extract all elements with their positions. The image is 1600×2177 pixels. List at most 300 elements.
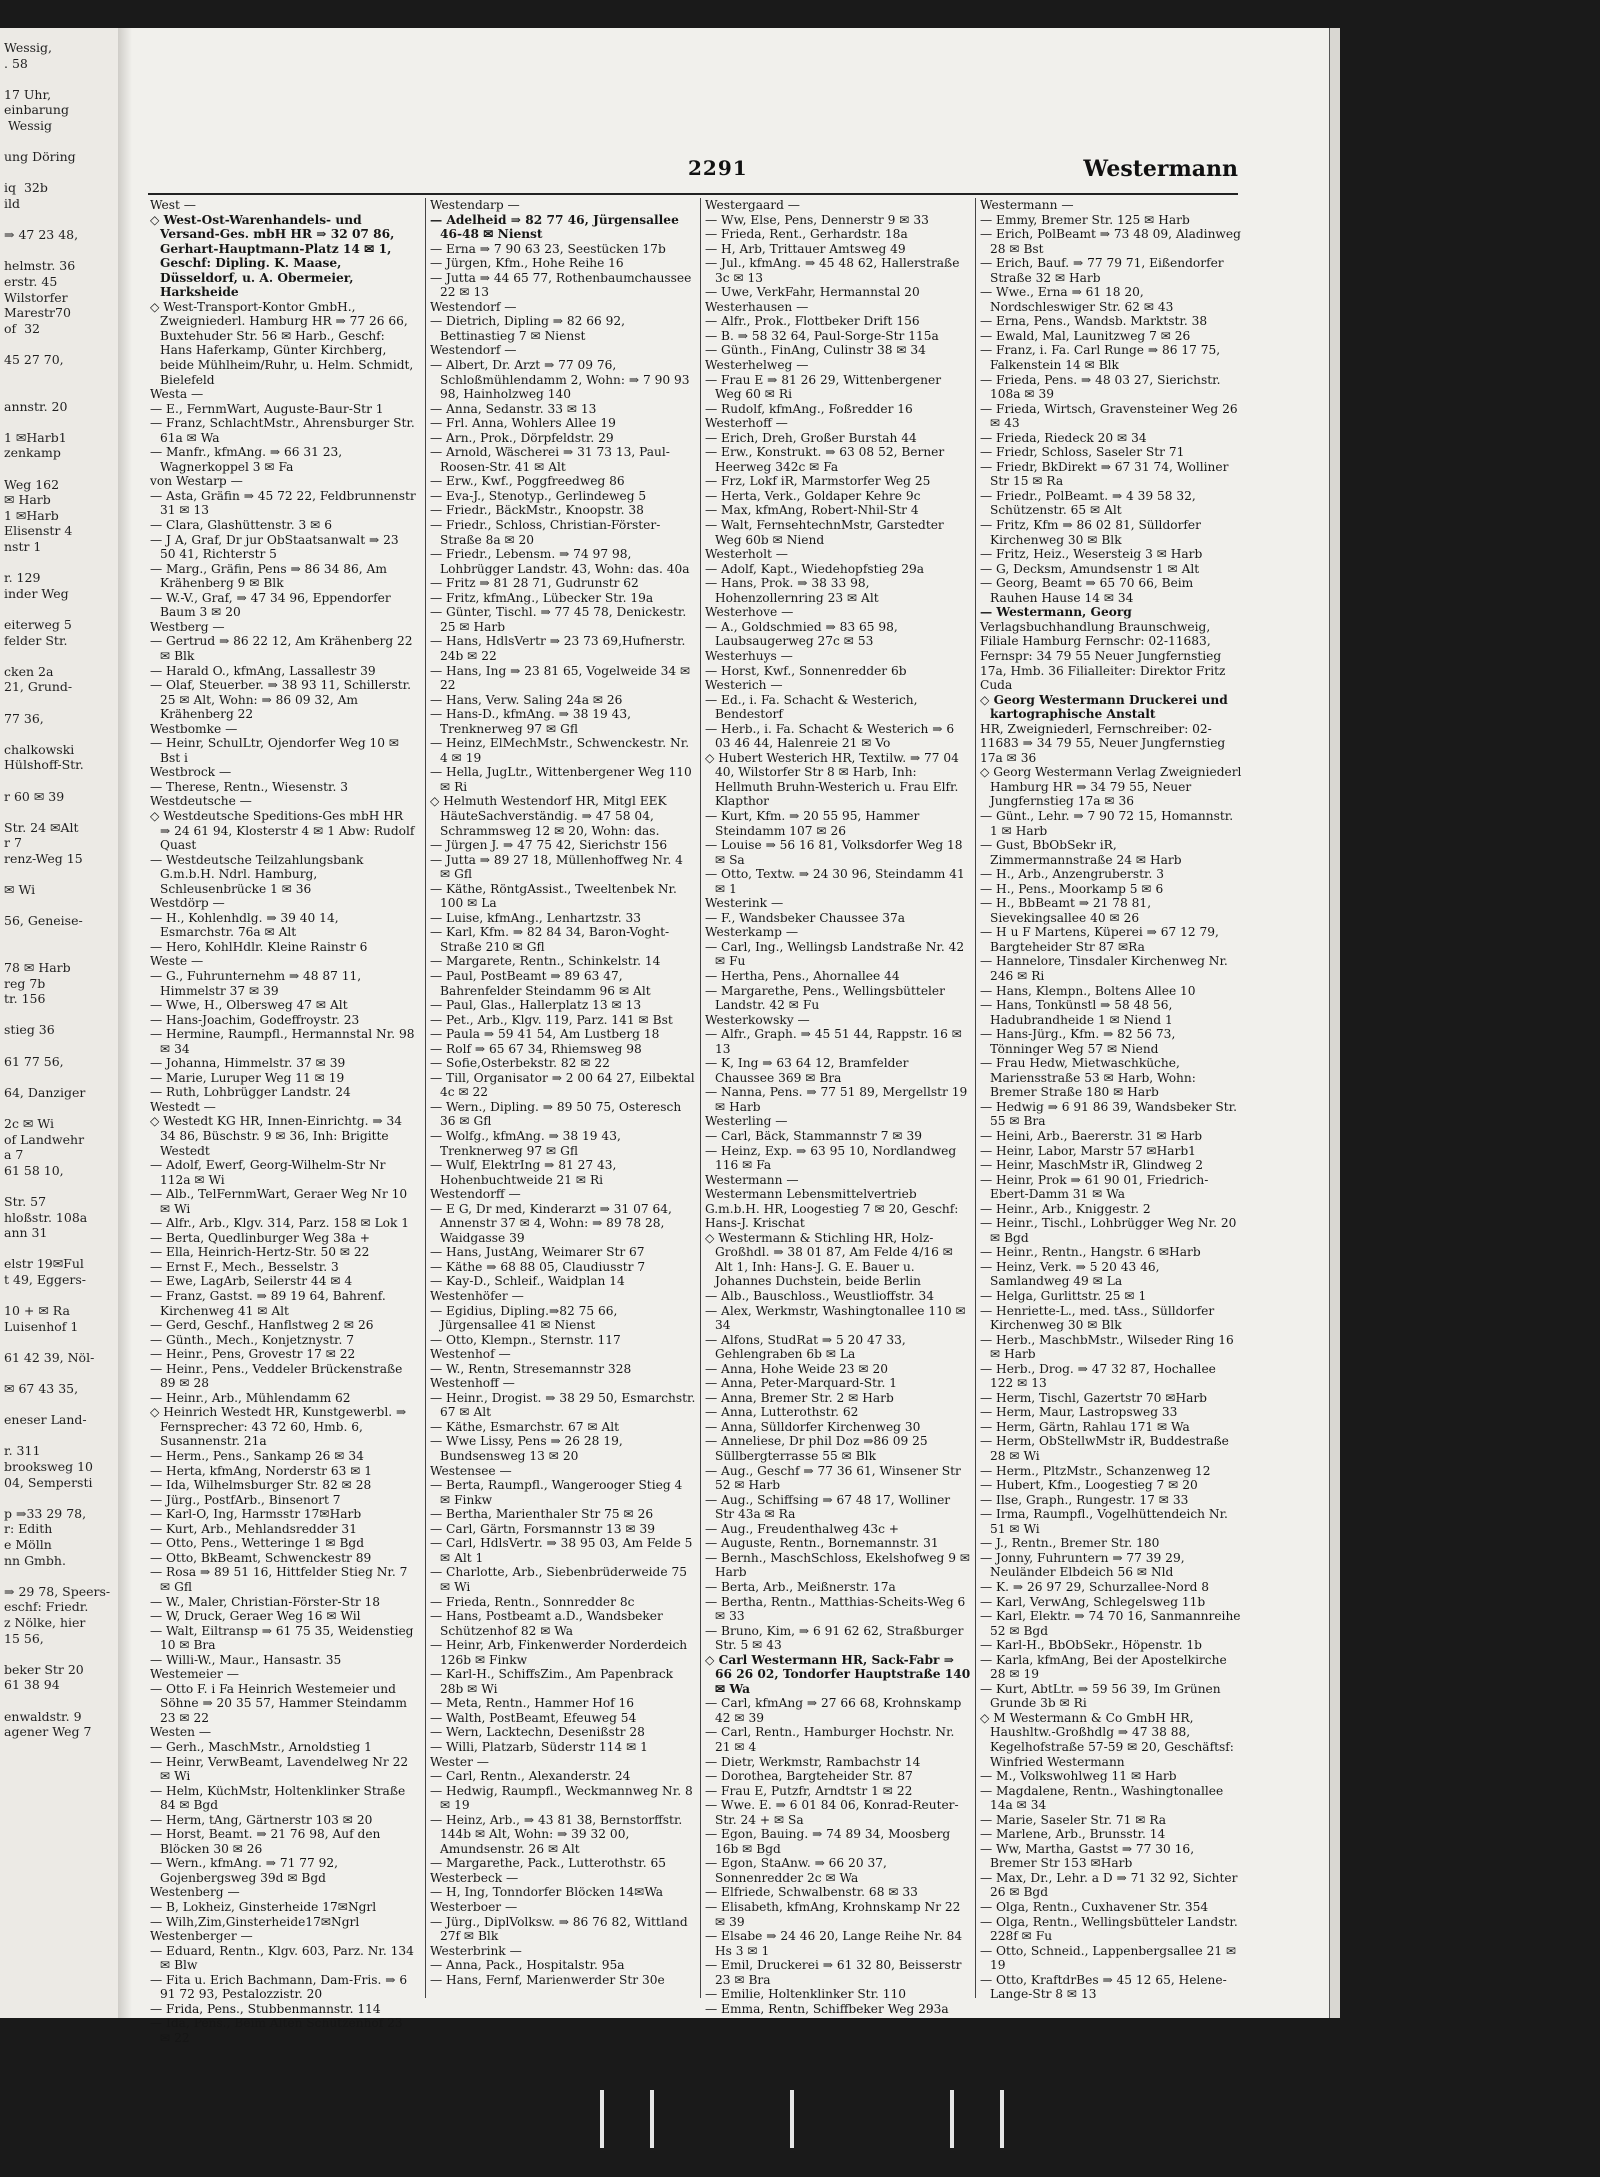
fragment-line: reg 7b — [4, 975, 46, 991]
surname-heading: von Westarp — — [150, 474, 243, 489]
directory-entry: — Heinr, SchulLtr, Ojendorfer Weg 10 ✉ Bst i — [150, 736, 400, 765]
fragment-line: Wilstorfer — [4, 289, 68, 305]
directory-entry: — Frieda, Rent., Gerhardstr. 18a — [705, 227, 908, 242]
directory-entry: — Günter, Tischl. ⇒ 77 45 78, Denickestr. 25 ✉ Harb — [430, 605, 687, 634]
fragment-line: r 60 ✉ 39 — [4, 788, 65, 804]
fragment-line: annstr. 20 — [4, 398, 68, 414]
directory-entry: — Paul, Glas., Hallerplatz 13 ✉ 13 — [430, 998, 642, 1013]
directory-entry: — Margarethe, Pack., Lutterothstr. 65 — [430, 1856, 666, 1871]
directory-entry: — Ernst F., Mech., Besselstr. 3 — [150, 1259, 339, 1274]
fragment-line: erstr. 45 — [4, 273, 58, 289]
directory-entry: — Ella, Heinrich-Hertz-Str. 50 ✉ 22 — [150, 1245, 370, 1260]
fragment-line: elstr 19✉Ful — [4, 1256, 84, 1272]
directory-entry: — Johanna, Himmelstr. 37 ✉ 39 — [150, 1056, 346, 1071]
directory-entry: — Adolf, Kapt., Wiedehopfstieg 29a — [705, 561, 925, 576]
directory-entry: — Heinr, MaschMstr iR, Glindweg 2 — [980, 1158, 1203, 1173]
directory-entry: — Rolf ⇒ 65 67 34, Rhiemsweg 98 — [430, 1041, 642, 1056]
surname-heading: Westergaard — — [705, 198, 800, 212]
directory-entry: — Heinr, VerwBeamt, Lavendelweg Nr 22 ✉ Wi — [150, 1754, 409, 1784]
directory-entry: — Kay-D., Schleif., Waidplan 14 — [430, 1274, 625, 1289]
directory-entry: — Carl, Gärtn, Forsmannstr 13 ✉ 39 — [430, 1521, 656, 1536]
directory-entry: — Hans, Verw. Saling 24a ✉ 26 — [430, 692, 623, 707]
directory-entry: — Wolfg., kfmAng. ⇒ 38 19 43, Trenknerweg 97 ✉ Gfl — [430, 1129, 621, 1158]
directory-entry: — Horst, Kwf., Sonnenredder 6b — [705, 663, 907, 678]
directory-entry: — Herb., i. Fa. Schacht & Westerich ⇒ 6 03 46 44, Halenreie 21 ✉ Vo — [705, 721, 955, 751]
directory-entry: — Manfr., kfmAng. ⇒ 66 31 23, Wagnerkoppel 3 ✉ Fa — [150, 445, 343, 474]
directory-entry: — H, Arb, Trittauer Amtsweg 49 — [705, 241, 906, 256]
directory-entry: — Asta, Gräfin ⇒ 45 72 22, Feldbrunnenstr 31 ✉ 13 — [150, 488, 416, 518]
directory-entry: — Heinr., Pens, Grovestr 17 ✉ 22 — [150, 1347, 356, 1362]
directory-entry: — Wern., Dipling. ⇒ 89 50 75, Osteresch 36 ✉ Gfl — [430, 1099, 682, 1129]
fragment-line — [4, 1038, 118, 1054]
fragment-line: ✉ Harb — [4, 492, 51, 508]
directory-entry: — Hans, HdlsVertr ⇒ 23 73 69,Hufnerstr. 24b ✉ 22 — [430, 634, 686, 663]
directory-entry: — Otto, Textw. ⇒ 24 30 96, Steindamm 41 ✉ 1 — [705, 867, 965, 896]
surname-heading: Verlagsbuchhandlung Braunschweig, Filiale Hamburg Fernschr: 02-11683, Fernspr: 34 79 55 Neuer Jungfernstieg 17a, Hmb. 36 Filialleiter: Direktor Fritz Cuda — [980, 619, 1226, 693]
directory-entry: ◇ Westedt KG HR, Innen-Einrichtg. ⇒ 34 34 86, Büschstr. 9 ✉ 36, Inh: Brigitte Westedt — [150, 1114, 402, 1158]
fragment-line: 61 77 56, — [4, 1053, 64, 1069]
fragment-line — [4, 336, 118, 352]
directory-entry: — Clara, Glashüttenstr. 3 ✉ 6 — [150, 518, 332, 533]
directory-entry: — Herb., MaschbMstr., Wilseder Ring 16 ✉ Harb — [980, 1332, 1234, 1362]
fragment-line: 64, Danziger — [4, 1084, 86, 1100]
fragment-line: hloßstr. 108a — [4, 1209, 88, 1225]
directory-entry: — Alfr., Graph. ⇒ 45 51 44, Rappstr. 16 ✉ 13 — [705, 1027, 963, 1056]
directory-entry: — Hans-D., kfmAng. ⇒ 38 19 43, Trenknerweg 97 ✉ Gfl — [430, 707, 632, 736]
directory-entry: — Heinz, Exp. ⇒ 63 95 10, Nordlandweg 116 ✉ Fa — [705, 1143, 957, 1173]
directory-entry: — Heinr, Prok ⇒ 61 90 01, Friedrich-Ebert-Damm 31 ✉ Wa — [980, 1172, 1209, 1202]
directory-entry: — Hans, JustAng, Weimarer Str 67 — [430, 1245, 645, 1260]
directory-entry: — Hermine, Raumpfl., Hermannstal Nr. 98 ✉ 34 — [150, 1027, 415, 1056]
surname-heading: Westerkowsky — — [705, 1012, 810, 1027]
directory-entry: — Herm, Maur, Lastropsweg 33 — [980, 1405, 1178, 1420]
directory-entry: — Friedr, BkDirekt ⇒ 67 31 74, Wolliner Str 15 ✉ Ra — [980, 459, 1229, 489]
surname-heading: Westdeutsche — — [150, 794, 252, 809]
directory-entry: — Bruno, Kim, ⇒ 6 91 62 62, Straßburger Str. 5 ✉ 43 — [705, 1623, 964, 1653]
directory-entry: — Jürgen, Kfm., Hohe Reihe 16 — [430, 256, 624, 271]
directory-entry: — Wulf, ElektrIng ⇒ 81 27 43, Hohenbuchtweide 21 ✉ Ri — [430, 1158, 617, 1187]
directory-entry: — Karl-H., SchiffsZim., Am Papenbrack 28b ✉ Wi — [430, 1667, 674, 1696]
fragment-line: iq 32b — [4, 180, 48, 196]
fragment-line — [4, 212, 118, 228]
directory-page — [0, 28, 1340, 2045]
directory-entry: — Carl, Ing., Wellingsb Landstraße Nr. 42 ✉ Fu — [705, 939, 965, 969]
directory-entry: — Luise, kfmAng., Lenhartzstr. 33 — [430, 910, 641, 925]
directory-entry: — H., Arb., Anzengruberstr. 3 — [980, 867, 1164, 882]
directory-entry: — H., Pens., Moorkamp 5 ✉ 6 — [980, 881, 1164, 896]
directory-entry: — Alb., Bauschloss., Weustlioffstr. 34 — [705, 1289, 934, 1304]
directory-entry: — Heinr., Rentn., Hangstr. 6 ✉Harb — [980, 1245, 1201, 1260]
directory-entry: — Fritz ⇒ 81 28 71, Gudrunstr 62 — [430, 576, 639, 591]
fragment-line: t 49, Eggers- — [4, 1271, 86, 1287]
directory-entry: — Marg., Gräfin, Pens ⇒ 86 34 86, Am Krähenberg 9 ✉ Blk — [150, 561, 387, 591]
fragment-line: 61 42 39, Nöl- — [4, 1349, 95, 1365]
directory-entry: — Heinr, Labor, Marstr 57 ✉Harb1 — [980, 1143, 1196, 1158]
directory-entry: — Herb., Drog. ⇒ 47 32 87, Hochallee 122 ✉ 13 — [980, 1361, 1216, 1391]
directory-entry: — Jonny, Fuhruntern ⇒ 77 39 29, Neuländer Elbdeich 56 ✉ Nld — [980, 1550, 1185, 1580]
directory-entry: — Adelheid ⇒ 82 77 46, Jürgensallee 46-48 ✉ Nienst — [430, 212, 679, 242]
directory-entry: — Westdeutsche Teilzahlungsbank G.m.b.H. Ndrl. Hamburg, Schleusenbrücke 1 ✉ 36 — [150, 852, 364, 896]
directory-entry: — Rudolf, kfmAng., Foßredder 16 — [705, 401, 913, 416]
directory-entry: — Frau Hedw, Mietwaschküche, Mariensstraße 53 ✉ Harb, Wohn: Bremer Straße 180 ✉ Harb — [980, 1056, 1196, 1100]
directory-entry: — Walt, FernsehtechnMstr, Garstedter Weg 60b ✉ Niend — [705, 518, 944, 547]
facing-page-text — [0, 28, 118, 1740]
fragment-line — [4, 601, 118, 617]
directory-entry: — Hans, Prok. ⇒ 38 33 98, Hohenzollernring 23 ✉ Alt — [705, 576, 879, 605]
fragment-line — [4, 726, 118, 742]
directory-entry: — Herm, Tischl, Gazertstr 70 ✉Harb — [980, 1390, 1207, 1405]
directory-entry: — Erw., Kwf., Poggfreedweg 86 — [430, 474, 625, 489]
directory-entry: — Berta, Raumpfl., Wangerooger Stieg 4 ✉ Finkw — [430, 1478, 683, 1507]
directory-entry: — Erich, Bauf. ⇒ 77 79 71, Eißendorfer Straße 32 ✉ Harb — [980, 256, 1224, 285]
directory-entry: — Friedr., Lebensm. ⇒ 74 97 98, Lohbrügger Landstr. 43, Wohn: das. 40a — [430, 547, 690, 576]
directory-entry: — Heinr., Arb., Mühlendamm 62 — [150, 1390, 351, 1405]
directory-entry: — A., Goldschmied ⇒ 83 65 98, Laubsaugerweg 27c ✉ 53 — [705, 619, 898, 649]
directory-entry: — Frl. Anna, Wohlers Allee 19 — [430, 416, 616, 431]
fragment-line — [4, 773, 118, 789]
directory-entry: — Sofie,Osterbekstr. 82 ✉ 22 — [430, 1056, 610, 1071]
directory-entry: — Helga, Gurlittstr. 25 ✉ 1 — [980, 1289, 1147, 1304]
fragment-line — [4, 1693, 118, 1709]
surname-heading: Westenhoff — — [430, 1376, 515, 1391]
fragment-line: 77 36, — [4, 710, 44, 726]
directory-entry: — Jutta ⇒ 44 65 77, Rothenbaumchaussee 22 ✉ 13 — [430, 270, 692, 300]
directory-entry: — Karl, VerwAng, Schlegelsweg 11b — [980, 1594, 1206, 1609]
directory-entry: ◇ Heinrich Westedt HR, Kunstgewerbl. ⇒ Fernsprecher: 43 72 60, Hmb. 6, Susannenstr. 21a — [150, 1405, 407, 1449]
fragment-line: helmstr. 36 — [4, 258, 76, 274]
surname-heading: Westendorf — — [430, 299, 517, 314]
directory-entry: — Erw., Konstrukt. ⇒ 63 08 52, Berner Heerweg 342c ✉ Fa — [705, 445, 945, 474]
directory-entry: — Heinz, Arb., ⇒ 43 81 38, Bernstorffstr. 144b ✉ Alt, Wohn: ⇒ 39 32 00, Amundsenstr. 26 ✉ Alt — [430, 1812, 683, 1856]
surname-heading: Westendorf — — [430, 343, 517, 358]
directory-entry: ◇ Carl Westermann HR, Sack-Fabr ⇒ 66 26 02, Tondorfer Hauptstraße 140 ✉ Wa — [705, 1652, 971, 1696]
directory-entry: — Heinr, Arb, Finkenwerder Norderdeich 126b ✉ Finkw — [430, 1638, 688, 1667]
directory-entry: — Wwe., Erna ⇒ 61 18 20, Nordschleswiger Str. 62 ✉ 43 — [980, 285, 1174, 314]
directory-entry: — Willi-W., Maur., Hansastr. 35 — [150, 1652, 342, 1667]
surname-heading: Westerkamp — — [705, 925, 799, 940]
directory-entry: ◇ M Westermann & Co GmbH HR, Haushltw.-Großhdlg ⇒ 47 38 88, Kegelhofstraße 57-59 ✉ 20, Geschäftsf: Winfried Westermann — [980, 1710, 1234, 1769]
fragment-line: Luisenhof 1 — [4, 1318, 79, 1334]
directory-entry: ◇ Westdeutsche Speditions-Ges mbH HR ⇒ 24 61 94, Klosterstr 4 ✉ 1 Abw: Rudolf Quast — [150, 808, 415, 853]
directory-entry: — Meta, Rentn., Hammer Hof 16 — [430, 1696, 635, 1711]
fragment-line: ⇒ 29 78, Speers- — [4, 1583, 111, 1599]
directory-entry: — Erich, Dreh, Großer Burstah 44 — [705, 430, 917, 445]
fragment-line — [4, 1397, 118, 1413]
column-2 — [425, 198, 696, 1998]
directory-entry: — Bertha, Marienthaler Str 75 ✉ 26 — [430, 1507, 654, 1522]
fragment-line: 2c ✉ Wi — [4, 1115, 54, 1131]
directory-entry: — Egon, Bauing. ⇒ 74 89 34, Moosberg 16b ✉ Bgd — [705, 1827, 951, 1856]
directory-entry: — Ed., i. Fa. Schacht & Westerich, Bendestorf — [705, 692, 918, 722]
surname-heading: Westendorff — — [430, 1187, 521, 1202]
fragment-line — [4, 165, 118, 181]
directory-entry: — Hans-Joachim, Godeffroystr. 23 — [150, 1012, 360, 1027]
directory-entry: — Jutta ⇒ 89 27 18, Müllenhoffweg Nr. 4 ✉ Gfl — [430, 852, 683, 882]
directory-entry: — Erna, Pens., Wandsb. Marktstr. 38 — [980, 314, 1208, 329]
directory-entry: — Franz, SchlachtMstr., Ahrensburger Str. 61a ✉ Wa — [150, 416, 415, 445]
directory-entry: — W., Maler, Christian-Förster-Str 18 — [150, 1594, 381, 1609]
directory-entry: — B. ⇒ 58 32 64, Paul-Sorge-Str 115a — [705, 328, 939, 343]
directory-entry: — H, Ing, Tonndorfer Blöcken 14✉Wa — [430, 1885, 664, 1900]
directory-entry: — Hans-Jürg., Kfm. ⇒ 82 56 73, Tönninger Weg 57 ✉ Niend — [980, 1027, 1176, 1056]
fragment-line — [4, 367, 118, 383]
directory-entry: — Heinr., Pens., Veddeler Brückenstraße 89 ✉ 28 — [150, 1361, 403, 1391]
directory-entry: — Frieda, Wirtsch, Gravensteiner Weg 26 ✉ 43 — [980, 401, 1238, 431]
directory-entry: — Louise ⇒ 56 16 81, Volksdorfer Weg 18 ✉ Sa — [705, 838, 963, 867]
directory-entry: — Fritz, Kfm ⇒ 86 02 81, Sülldorfer Kirchenweg 30 ✉ Blk — [980, 518, 1201, 547]
directory-entry: — Eva-J., Stenotyp., Gerlindeweg 5 — [430, 488, 647, 503]
fragment-line — [4, 1069, 118, 1085]
directory-entry: — Herm, Gärtn, Rahlau 171 ✉ Wa — [980, 1419, 1190, 1434]
fragment-line: einbarung — [4, 102, 69, 118]
fragment-line: tr. 156 — [4, 991, 46, 1007]
directory-entry: — Horst, Beamt. ⇒ 21 76 98, Auf den Blöcken 30 ✉ 26 — [150, 1827, 381, 1856]
fragment-line: 61 38 94 — [4, 1677, 60, 1693]
fragment-line: r: Edith — [4, 1521, 53, 1537]
directory-entry: — Hubert, Kfm., Loogestieg 7 ✉ 20 — [980, 1478, 1198, 1493]
directory-entry: — E G, Dr med, Kinderarzt ⇒ 31 07 64, Annenstr 37 ✉ 4, Wohn: ⇒ 89 78 28, Waidgasse 39 — [430, 1201, 672, 1245]
surname-heading: Westenberg — — [150, 1885, 240, 1900]
fragment-line — [4, 383, 118, 399]
directory-entry: — Hans, Fernf, Marienwerder Str 30e — [430, 1972, 665, 1987]
directory-entry: — Marie, Saseler Str. 71 ✉ Ra — [980, 1812, 1167, 1827]
directory-entry: — Marlene, Arb., Brunsstr. 14 — [980, 1827, 1166, 1842]
fragment-line — [4, 866, 118, 882]
directory-entry: — Pet., Arb., Klgv. 119, Parz. 141 ✉ Bst — [430, 1012, 673, 1027]
directory-entry: — Frida, Pens., Stubbenmannstr. 114 — [150, 2001, 381, 2016]
directory-entry: — Herm., Pens., Sankamp 26 ✉ 34 — [150, 1449, 364, 1464]
fragment-line: of 32 — [4, 320, 41, 336]
directory-entry: — Friedr., BäckMstr., Knoopstr. 38 — [430, 503, 644, 518]
directory-entry: — Anna, Sülldorfer Kirchenweg 30 — [705, 1419, 921, 1434]
directory-entry: — Margarethe, Pens., Wellingsbütteler Landstr. 42 ✉ Fu — [705, 983, 945, 1013]
surname-heading: Westa — — [150, 387, 204, 402]
directory-entry: — Georg, Beamt ⇒ 65 70 66, Beim Rauhen Hause 14 ✉ 34 — [980, 576, 1194, 605]
directory-entry: — Ewald, Mal, Launitzweg 7 ✉ 26 — [980, 328, 1191, 343]
surname-heading: Westerich — — [705, 678, 783, 693]
fragment-line: eneser Land- — [4, 1412, 87, 1428]
directory-entry: — Wilh,Zim,Ginsterheide17✉Ngrl — [150, 1914, 360, 1929]
directory-entry: — Walt, Eiltransp ⇒ 61 75 35, Weidenstieg 10 ✉ Bra — [150, 1623, 414, 1653]
fragment-line: r 7 — [4, 835, 22, 851]
fragment-line — [4, 1100, 118, 1116]
fragment-line: chalkowski — [4, 741, 75, 757]
fragment-line: 04, Sempersti — [4, 1474, 93, 1490]
directory-entry: — Hans, Ing ⇒ 23 81 65, Vogelweide 34 ✉ 22 — [430, 663, 691, 693]
directory-entry: — Auguste, Rentn., Bornemannstr. 31 — [705, 1536, 939, 1551]
directory-entry: — Fritz, kfmAng., Lübecker Str. 19a — [430, 590, 654, 605]
directory-entry: — Aug., Geschf ⇒ 77 36 61, Winsener Str 52 ✉ Harb — [705, 1463, 961, 1493]
fragment-line — [4, 1428, 118, 1444]
surname-heading: Westensee — — [430, 1463, 512, 1478]
directory-entry: — Hans, Tonkünstl ⇒ 58 48 56, Hadubrandheide 1 ✉ Niend 1 — [980, 998, 1173, 1027]
fragment-line: nn Gmbh. — [4, 1552, 66, 1568]
directory-entry: — Kurt, AbtLtr. ⇒ 59 56 39, Im Grünen Grunde 3b ✉ Ri — [980, 1681, 1221, 1711]
directory-entry: — Dietr, Werkmstr, Rambachstr 14 — [705, 1754, 921, 1769]
directory-entry: — Carl, Rentn., Alexanderstr. 24 — [430, 1769, 631, 1784]
scan-mark — [950, 2090, 954, 2148]
directory-entry: — Egidius, Dipling.⇒82 75 66, Jürgensallee 41 ✉ Nienst — [430, 1303, 618, 1333]
directory-entry: — Anna, Lutterothstr. 62 — [705, 1405, 859, 1420]
directory-entry: — F., Wandsbeker Chaussee 37a — [705, 910, 906, 925]
scan-mark — [650, 2090, 654, 2148]
directory-entry: — Albert, Dr. Arzt ⇒ 77 09 76, Schloßmühlendamm 2, Wohn: ⇒ 7 90 93 98, Hainholzweg 140 — [430, 358, 690, 402]
fragment-line — [4, 695, 118, 711]
fragment-line: renz-Weg 15 — [4, 850, 83, 866]
fragment-line: 15 56, — [4, 1630, 44, 1646]
directory-entry: — Herm, tAng, Gärtnerstr 103 ✉ 20 — [150, 1812, 373, 1827]
page-edge — [1329, 28, 1340, 2018]
directory-entry: — Kurt, Arb., Mehlandsredder 31 — [150, 1521, 357, 1536]
directory-entry: — Olaf, Steuerber. ⇒ 38 93 11, Schillerstr. 25 ✉ Alt, Wohn: ⇒ 86 09 32, Am Krähenberg 22 — [150, 678, 412, 722]
directory-entry: — Max, Dr., Lehr. a D ⇒ 71 32 92, Sichter 26 ✉ Bgd — [980, 1870, 1238, 1900]
directory-entry: — Karl, Elektr. ⇒ 74 70 16, Sanmannreihe 52 ✉ Bgd — [980, 1609, 1241, 1638]
fragment-line: ⇒ 47 23 48, — [4, 227, 79, 243]
directory-entry: — Friedr., Schloss, Christian-Förster-Straße 8a ✉ 20 — [430, 518, 661, 547]
directory-entry: — Otto, Schneid., Lappenbergsallee 21 ✉ 19 — [980, 1943, 1237, 1973]
directory-entry: — Willi, Platzarb, Süderstr 114 ✉ 1 — [430, 1739, 648, 1754]
fragment-line — [4, 1288, 118, 1304]
directory-entry: — Käthe, Esmarchstr. 67 ✉ Alt — [430, 1419, 620, 1434]
directory-entry: — Emilie, Holtenklinker Str. 110 — [705, 1987, 907, 2002]
directory-entry: — Otto, Klempn., Sternstr. 117 — [430, 1332, 621, 1347]
fragment-line: . 58 — [4, 55, 28, 71]
fragment-line — [4, 461, 118, 477]
fragment-line — [4, 1365, 118, 1381]
surname-heading: Westberg — — [150, 619, 225, 634]
fragment-line: Hülshoff-Str. — [4, 757, 84, 773]
directory-entry: — Elfriede, Schwalbenstr. 68 ✉ 33 — [705, 1885, 918, 1900]
directory-entry: — Herm., PltzMstr., Schanzenweg 12 — [980, 1463, 1211, 1478]
running-head: Westermann — [1083, 156, 1238, 182]
directory-entry: — Günth., Mech., Konjetznystr. 7 — [150, 1332, 355, 1347]
surname-heading: Westenberger — — [150, 1929, 253, 1944]
column-4 — [975, 198, 1242, 2002]
fragment-line — [4, 944, 118, 960]
surname-heading: Wester — — [430, 1754, 489, 1769]
directory-entry: — B, Lokheiz, Ginsterheide 17✉Ngrl — [150, 1899, 377, 1914]
directory-entry: — Karl-O, Ing, Harmsstr 17✉Harb — [150, 1507, 362, 1522]
directory-entry: — Ida, Wilhelmsburger Str. 82 ✉ 28 — [150, 1478, 372, 1493]
fragment-line: Wessig, — [4, 40, 53, 55]
fragment-line — [4, 1007, 118, 1023]
directory-entry: — Kurt, Kfm. ⇒ 20 55 95, Hammer Steindamm 107 ✉ 26 — [705, 808, 920, 838]
fragment-line — [4, 898, 118, 914]
directory-entry: — W.-V., Graf, ⇒ 47 34 96, Eppendorfer Baum 3 ✉ 20 — [150, 590, 391, 620]
surname-heading: Westemeier — — [150, 1667, 239, 1682]
directory-entry: — Jürg., DiplVolksw. ⇒ 86 76 82, Wittland 27f ✉ Blk — [430, 1914, 688, 1944]
fragment-line — [4, 929, 118, 945]
directory-entry: — Carl, HdlsVertr. ⇒ 38 95 03, Am Felde 5 ✉ Alt 1 — [430, 1536, 693, 1565]
directory-entry: — E., FernmWart, Auguste-Baur-Str 1 — [150, 401, 384, 416]
surname-heading: Westerhove — — [705, 605, 794, 620]
surname-heading: Westbrock — — [150, 765, 232, 780]
fragment-line: 21, Grund- — [4, 679, 73, 695]
directory-entry: — Emma, Rentn, Schiffbeker Weg 293a — [705, 2001, 949, 2016]
fragment-line: ann 31 — [4, 1225, 48, 1241]
directory-entry: — Bernh., MaschSchloss, Ekelshofweg 9 ✉ Harb — [705, 1550, 971, 1580]
directory-entry: — Berta, Arb., Meißnerstr. 17a — [705, 1579, 896, 1594]
fragment-line: zenkamp — [4, 445, 61, 461]
directory-entry: — Irma, Raumpfl., Vogelhüttendeich Nr. 51 ✉ Wi — [980, 1507, 1228, 1536]
directory-entry: — G, Decksm, Amundsenstr 1 ✉ Alt — [980, 561, 1200, 576]
directory-entry: — Westermann, Georg — [980, 605, 1132, 620]
fragment-line: Weg 162 — [4, 476, 60, 492]
page-number: 2291 — [688, 156, 748, 180]
fragment-line: enwaldstr. 9 — [4, 1708, 82, 1724]
directory-entry: — Hedwig, Raumpfl., Weckmannweg Nr. 8 ✉ 19 — [430, 1783, 693, 1813]
fragment-line: beker Str 20 — [4, 1661, 84, 1677]
directory-entry: — Käthe ⇒ 68 88 05, Claudiusstr 7 — [430, 1259, 646, 1274]
directory-entry: — Günth., FinAng, Culinstr 38 ✉ 34 — [705, 343, 926, 358]
fragment-line: Str. 57 — [4, 1193, 47, 1209]
fragment-line: 1 ✉Harb1 — [4, 429, 67, 445]
directory-entry: — Otto, Pens., Wetteringe 1 ✉ Bgd — [150, 1536, 365, 1551]
surname-heading: Weste — — [150, 954, 204, 969]
directory-entry: — Anna, Hohe Weide 23 ✉ 20 — [705, 1361, 888, 1376]
directory-entry: — Hertha, Pens., Ahornallee 44 — [705, 968, 900, 983]
surname-heading: Westerling — — [705, 1114, 788, 1129]
directory-entry: — Bertha, Rentn., Matthias-Scheits-Weg 6 ✉ 33 — [705, 1594, 966, 1624]
directory-entry: — Walth, PostBeamt, Efeuweg 54 — [430, 1710, 637, 1725]
fragment-line: 17 Uhr, — [4, 86, 52, 102]
surname-heading: Westermann Lebensmittelvertrieb G.m.b.H. HR, Loogestieg 7 ✉ 20, Geschf: Hans-J. Krischat — [705, 1187, 959, 1231]
directory-entry: — Emil, Druckerei ⇒ 61 32 80, Beisserstr 23 ✉ Bra — [705, 1958, 962, 1987]
directory-entry: — Jürgen J. ⇒ 47 75 42, Sierichstr 156 — [430, 838, 668, 853]
fragment-line: 56, Geneise- — [4, 913, 83, 929]
directory-entry: ◇ West-Transport-Kontor GmbH., Zweigniederl. Hamburg HR ⇒ 77 26 66, Buxtehuder Str. 56 ✉ Harb., Geschf: Hans Haferkamp, Günter Kirchberg, beide Mühlheim/Ruhr, u. Helm. Schmidt, Bielefeld — [150, 299, 414, 387]
directory-entry: — Dietrich, Dipling ⇒ 82 66 92, Bettinastieg 7 ✉ Nienst — [430, 314, 626, 343]
directory-entry: — Anna, Sedanstr. 33 ✉ 13 — [430, 401, 597, 416]
directory-entry: — Adolf, Ewerf, Georg-Wilhelm-Str Nr 112a ✉ Wi — [150, 1158, 386, 1187]
directory-entry: — Aug., Schiffsing ⇒ 67 48 17, Wolliner Str 43a ✉ Ra — [705, 1492, 951, 1522]
fragment-line: ild — [4, 195, 20, 211]
directory-entry: — Otto F. i Fa Heinrich Westemeier und Söhne ⇒ 20 35 57, Hammer Steindamm 23 ✉ 22 — [150, 1681, 407, 1725]
surname-heading: Westedt — — [150, 1099, 216, 1114]
directory-entry: — K. ⇒ 26 97 29, Schurzallee-Nord 8 — [980, 1579, 1210, 1594]
directory-entry: — Olga, Rentn., Wellingsbütteler Landstr. 228f ✉ Fu — [980, 1914, 1238, 1944]
surname-heading: Westerbeck — — [430, 1870, 519, 1885]
directory-entry: — H u F Martens, Küperei ⇒ 67 12 79, Bargteheider Str 87 ✉Ra — [980, 925, 1219, 954]
directory-entry: — Wern., kfmAng. ⇒ 71 77 92, Gojenbergsweg 39d ✉ Bgd — [150, 1856, 338, 1885]
directory-entry: — Arn., Prok., Dörpfeldstr. 29 — [430, 430, 614, 445]
directory-entry: — Heinz, ElMechMstr., Schwenckestr. Nr. 4 ✉ 19 — [430, 736, 690, 765]
directory-entry: — Therese, Rentn., Wiesenstr. 3 — [150, 779, 348, 794]
directory-entry: — W., Rentn, Stresemannstr 328 — [430, 1361, 632, 1376]
directory-entry: — Hella, JugLtr., Wittenbergener Weg 110 ✉ Ri — [430, 765, 692, 794]
directory-entry: — Max, kfmAng, Robert-Nhil-Str 4 — [705, 503, 919, 518]
directory-entry: — Olga, Rentn., Cuxhavener Str. 354 — [980, 1899, 1209, 1914]
surname-heading: Westerbrink — — [430, 1943, 522, 1958]
directory-entry: — Aug., Freudenthalweg 43c + — [705, 1521, 899, 1536]
surname-heading: Westdörp — — [150, 896, 225, 911]
fragment-line: 10 + ✉ Ra — [4, 1303, 70, 1319]
fragment-line: stieg 36 — [4, 1022, 55, 1038]
fragment-line: a 7 — [4, 1147, 24, 1163]
directory-entry: ◇ West-Ost-Warenhandels- und Versand-Ges. mbH HR ⇒ 32 07 86, Gerhart-Hauptmann-Platz 14 ✉ 1, Geschf: Dipling. K. Maase, Düsseldorf, u. A. Obermeier, Harksheide — [150, 212, 395, 300]
fragment-line: ✉ 67 43 35, — [4, 1381, 79, 1397]
directory-entry: — Egon, StaAnw. ⇒ 66 20 37, Sonnenredder 2c ✉ Wa — [705, 1856, 887, 1885]
directory-entry: — Carl, Rentn., Hamburger Hochstr. Nr. 21 ✉ 4 — [705, 1725, 955, 1754]
directory-entry: ◇ Hubert Westerich HR, Textilw. ⇒ 77 04 40, Wilstorfer Str 8 ✉ Harb, Inh: Hellmuth Bruhn-Westerich u. Frau Elfr. Klapthor — [705, 750, 959, 809]
directory-entry: — Fritz, Heiz., Wesersteig 3 ✉ Harb — [980, 547, 1203, 562]
directory-entry: — Hans, Postbeamt a.D., Wandsbeker Schützenhof 82 ✉ Wa — [430, 1609, 663, 1638]
directory-entry: — Herta, kfmAng, Norderstr 63 ✉ 1 — [150, 1463, 373, 1478]
fragment-line — [4, 555, 118, 571]
directory-entry: — Anna, Peter-Marquard-Str. 1 — [705, 1376, 897, 1391]
fragment-line — [4, 1568, 118, 1584]
directory-entry: — Magdalene, Rentn., Washingtonallee 14a ✉ 34 — [980, 1783, 1224, 1813]
